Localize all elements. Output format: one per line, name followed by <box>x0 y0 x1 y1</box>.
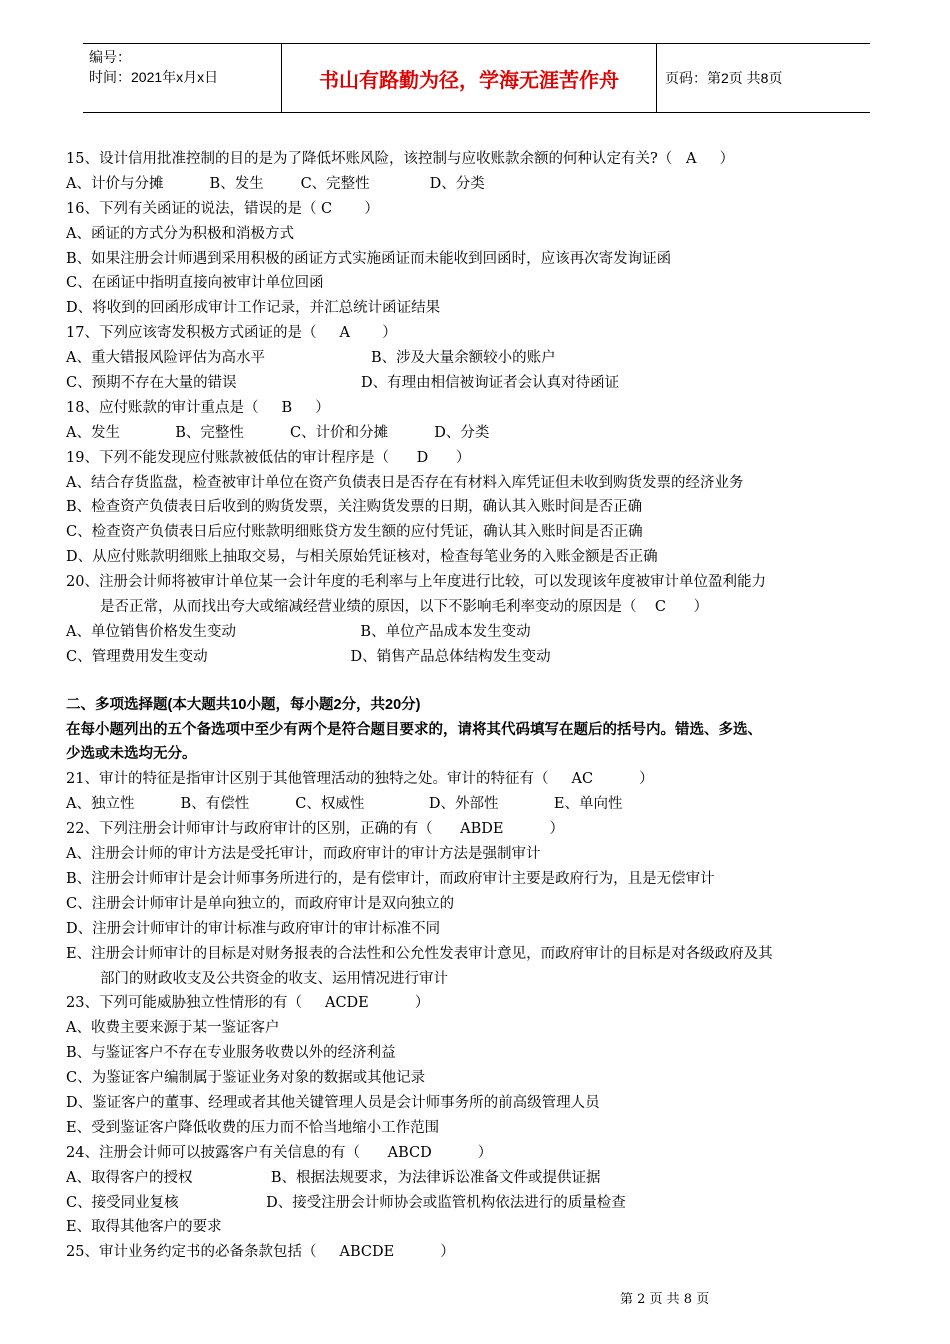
option-line: B、注册会计师审计是会计师事务所进行的，是有偿审计，而政府审计主要是政府行为，且是无偿审计 <box>66 870 715 887</box>
question-line: 24、注册会计师可以披露客户有关信息的有（ ABCD ） <box>66 1144 493 1161</box>
header-number-label: 编号： <box>89 49 131 65</box>
option-line: C、预期不存在大量的错误 D、有理由相信被询证者会认真对待函证 <box>66 375 620 392</box>
option-line: A、单位销售价格发生变动 B、单位产品成本发生变动 <box>66 623 531 640</box>
option-line: E、注册会计师审计的目标是对财务报表的合法性和公允性发表审计意见，而政府审计的目标是对各级政府及其 <box>66 945 773 962</box>
option-line: A、收费主要来源于某一鉴证客户 <box>66 1020 280 1037</box>
option-line: D、鉴证客户的董事、经理或者其他关键管理人员是会计师事务所的前高级管理人员 <box>66 1094 600 1111</box>
option-line: B、与鉴证客户不存在专业服务收费以外的经济利益 <box>66 1045 396 1062</box>
option-continuation: 部门的财政收支及公共资金的收支、运用情况进行审计 <box>100 970 448 987</box>
section-instructions: 少选或未选均无分。 <box>66 746 197 763</box>
question-line: 17、下列应该寄发积极方式函证的是（ A ） <box>66 325 397 342</box>
option-line: A、计价与分摊 B、发生 C、完整性 D、分类 <box>66 175 485 192</box>
option-line: A、发生 B、完整性 C、计价和分摊 D、分类 <box>66 424 490 441</box>
question-line: 25、审计业务约定书的必备条款包括（ ABCDE ） <box>66 1244 455 1261</box>
option-line: A、独立性 B、有偿性 C、权威性 D、外部性 E、单向性 <box>66 796 623 813</box>
section-title: 二、多项选择题(本大题共10小题，每小题2分，共20分) <box>66 696 421 713</box>
page-footer: 第 2 页 共 8 页 <box>620 1292 710 1307</box>
question-line: 16、下列有关函证的说法，错误的是（ C ） <box>66 200 379 217</box>
option-line: C、注册会计师审计是单向独立的，而政府审计是双向独立的 <box>66 895 455 912</box>
option-line: A、取得客户的授权 B、根据法规要求，为法律诉讼准备文件或提供证据 <box>66 1169 601 1186</box>
option-line: B、如果注册会计师遇到采用积极的函证方式实施函证而未能收到回函时，应该再次寄发询证函 <box>66 250 672 267</box>
option-line: D、将收到的回函形成审计工作记录，并汇总统计函证结果 <box>66 300 441 317</box>
option-line: A、注册会计师的审计方法是受托审计，而政府审计的审计方法是强制审计 <box>66 846 541 863</box>
header-page-label: 页码：第2页 共8页 <box>665 70 783 86</box>
header-meta <box>83 44 281 112</box>
header-motto: 书山有路勤为径，学海无涯苦作舟 <box>281 44 657 112</box>
option-line: D、注册会计师审计的审计标准与政府审计的审计标准不同 <box>66 920 441 937</box>
option-line: D、从应付账款明细账上抽取交易，与相关原始凭证核对，检查每笔业务的入账金额是否正确 <box>66 549 658 566</box>
option-line: E、取得其他客户的要求 <box>66 1219 222 1236</box>
question-line: 20、注册会计师将被审计单位某一会计年度的毛利率与上年度进行比较，可以发现该年度被审计单位盈利能力 <box>66 574 766 591</box>
option-line: C、管理费用发生变动 D、销售产品总体结构发生变动 <box>66 648 551 665</box>
question-line: 15、设计信用批准控制的目的是为了降低坏账风险，该控制与应收账款余额的何种认定有关?（ A ） <box>66 151 735 167</box>
option-line: A、函证的方式分为积极和消极方式 <box>66 225 294 242</box>
question-line: 22、下列注册会计师审计与政府审计的区别，正确的有（ ABDE ） <box>66 821 565 838</box>
question-line: 18、应付账款的审计重点是（ B ） <box>66 399 330 416</box>
option-line: C、检查资产负债表日后应付账款明细账贷方发生额的应付凭证，确认其入账时间是否正确 <box>66 524 643 541</box>
question-line: 19、下列不能发现应付账款被低估的审计程序是（ D ） <box>66 449 471 466</box>
section-gap <box>66 670 896 693</box>
page-header <box>83 43 870 113</box>
question-continuation: 是否正常，从而找出夸大或缩减经营业绩的原因，以下不影响毛利率变动的原因是（ C ） <box>100 599 709 616</box>
option-line: B、检查资产负债表日后收到的购货发票，关注购货发票的日期，确认其入账时间是否正确 <box>66 499 643 516</box>
option-line: C、在函证中指明直接向被审计单位回函 <box>66 275 324 292</box>
document-body <box>66 147 896 1265</box>
option-line: E、受到鉴证客户降低收费的压力而不恰当地缩小工作范围 <box>66 1119 440 1136</box>
question-line: 21、审计的特征是指审计区别于其他管理活动的独特之处。审计的特征有（ AC ） <box>66 771 654 788</box>
header-time-label: 时间：2021年x月x日 <box>89 69 219 85</box>
option-line: A、结合存货监盘，检查被审计单位在资产负债表日是否存在有材料入库凭证但未收到购货发票的经济业务 <box>66 474 744 491</box>
section-instructions: 在每小题列出的五个备选项中至少有两个是符合题目要求的，请将其代码填写在题后的括号内。错选、多选、 <box>66 721 762 738</box>
option-line: C、为鉴证客户编制属于鉴证业务对象的数据或其他记录 <box>66 1070 426 1087</box>
option-line: C、接受同业复核 D、接受注册会计师协会或监管机构依法进行的质量检查 <box>66 1194 626 1211</box>
option-line: A、重大错报风险评估为高水平 B、涉及大量余额较小的账户 <box>66 350 556 367</box>
question-line: 23、下列可能威胁独立性情形的有（ ACDE ） <box>66 995 430 1012</box>
